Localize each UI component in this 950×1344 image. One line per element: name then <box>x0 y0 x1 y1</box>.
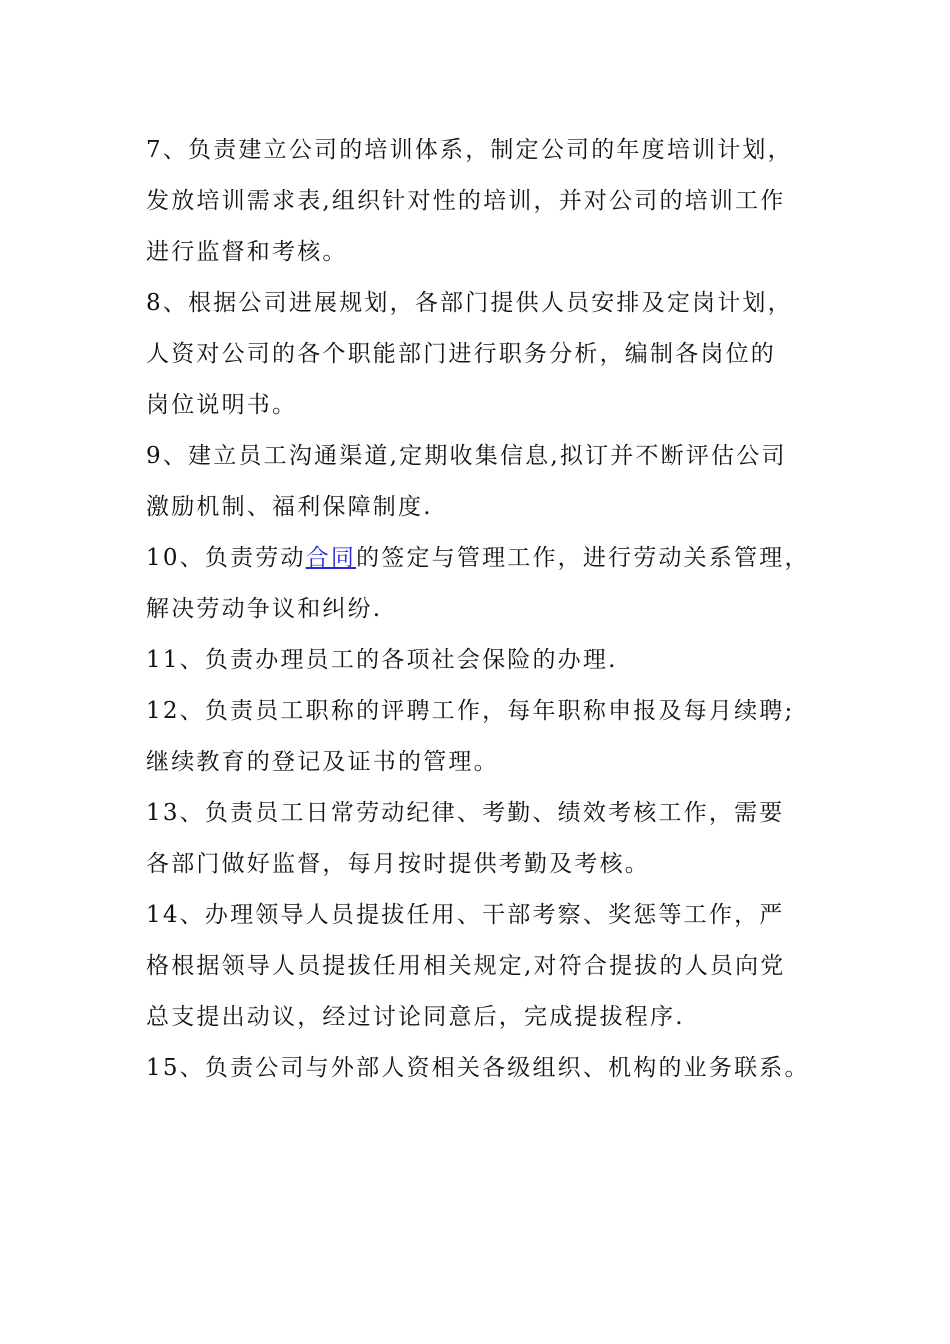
text-line: 激励机制、福利保障制度. <box>146 494 433 520</box>
list-item-15 <box>146 1043 810 1094</box>
list-item-13 <box>146 788 806 890</box>
text-line: 进行监督和考核。 <box>146 239 348 265</box>
text-line: 继续教育的登记及证书的管理。 <box>146 749 499 775</box>
text-line: 13、负责员工日常劳动纪律、考勤、绩效考核工作，需要 <box>146 800 785 826</box>
list-item-14 <box>146 890 806 1043</box>
text-line: 解决劳动争议和纠纷. <box>146 596 383 622</box>
text-line: 发放培训需求表,组织针对性的培训，并对公司的培训工作 <box>146 188 786 214</box>
text-line: 11、负责办理员工的各项社会保险的办理. <box>146 647 618 673</box>
text-line: 格根据领导人员提拔任用相关规定,对符合提拔的人员向党 <box>146 953 786 979</box>
text-segment: 10、负责劳动 <box>146 545 306 571</box>
text-segment: 的签定与管理工作，进行劳动关系管理， <box>356 545 810 571</box>
text-line: 9、建立员工沟通渠道,定期收集信息,拟订并不断评估公司 <box>146 443 787 469</box>
text-line-with-link <box>146 533 810 584</box>
list-item-8 <box>146 278 806 431</box>
text-line: 7、负责建立公司的培训体系，制定公司的年度培训计划， <box>146 137 793 163</box>
text-line: 人资对公司的各个职能部门进行职务分析，编制各岗位的 <box>146 341 776 367</box>
list-item-7 <box>146 125 806 278</box>
text-line: 14、办理领导人员提拔任用、干部考察、奖惩等工作，严 <box>146 902 785 928</box>
text-line: 岗位说明书。 <box>146 392 298 418</box>
list-item-9 <box>146 431 806 533</box>
list-item-10 <box>146 533 810 635</box>
text-line: 各部门做好监督，每月按时提供考勤及考核。 <box>146 851 650 877</box>
document-body <box>146 125 810 1094</box>
text-line: 8、根据公司进展规划，各部门提供人员安排及定岗计划， <box>146 290 793 316</box>
text-line: 15、负责公司与外部人资相关各级组织、机构的业务联系。 <box>146 1055 810 1081</box>
contract-link[interactable]: 合同 <box>305 545 357 571</box>
text-line: 总支提出动议，经过讨论同意后，完成提拔程序. <box>146 1004 685 1030</box>
list-item-12 <box>146 686 806 788</box>
text-line: 12、负责员工职称的评聘工作，每年职称申报及每月续聘; <box>146 698 795 724</box>
list-item-11 <box>146 635 806 686</box>
